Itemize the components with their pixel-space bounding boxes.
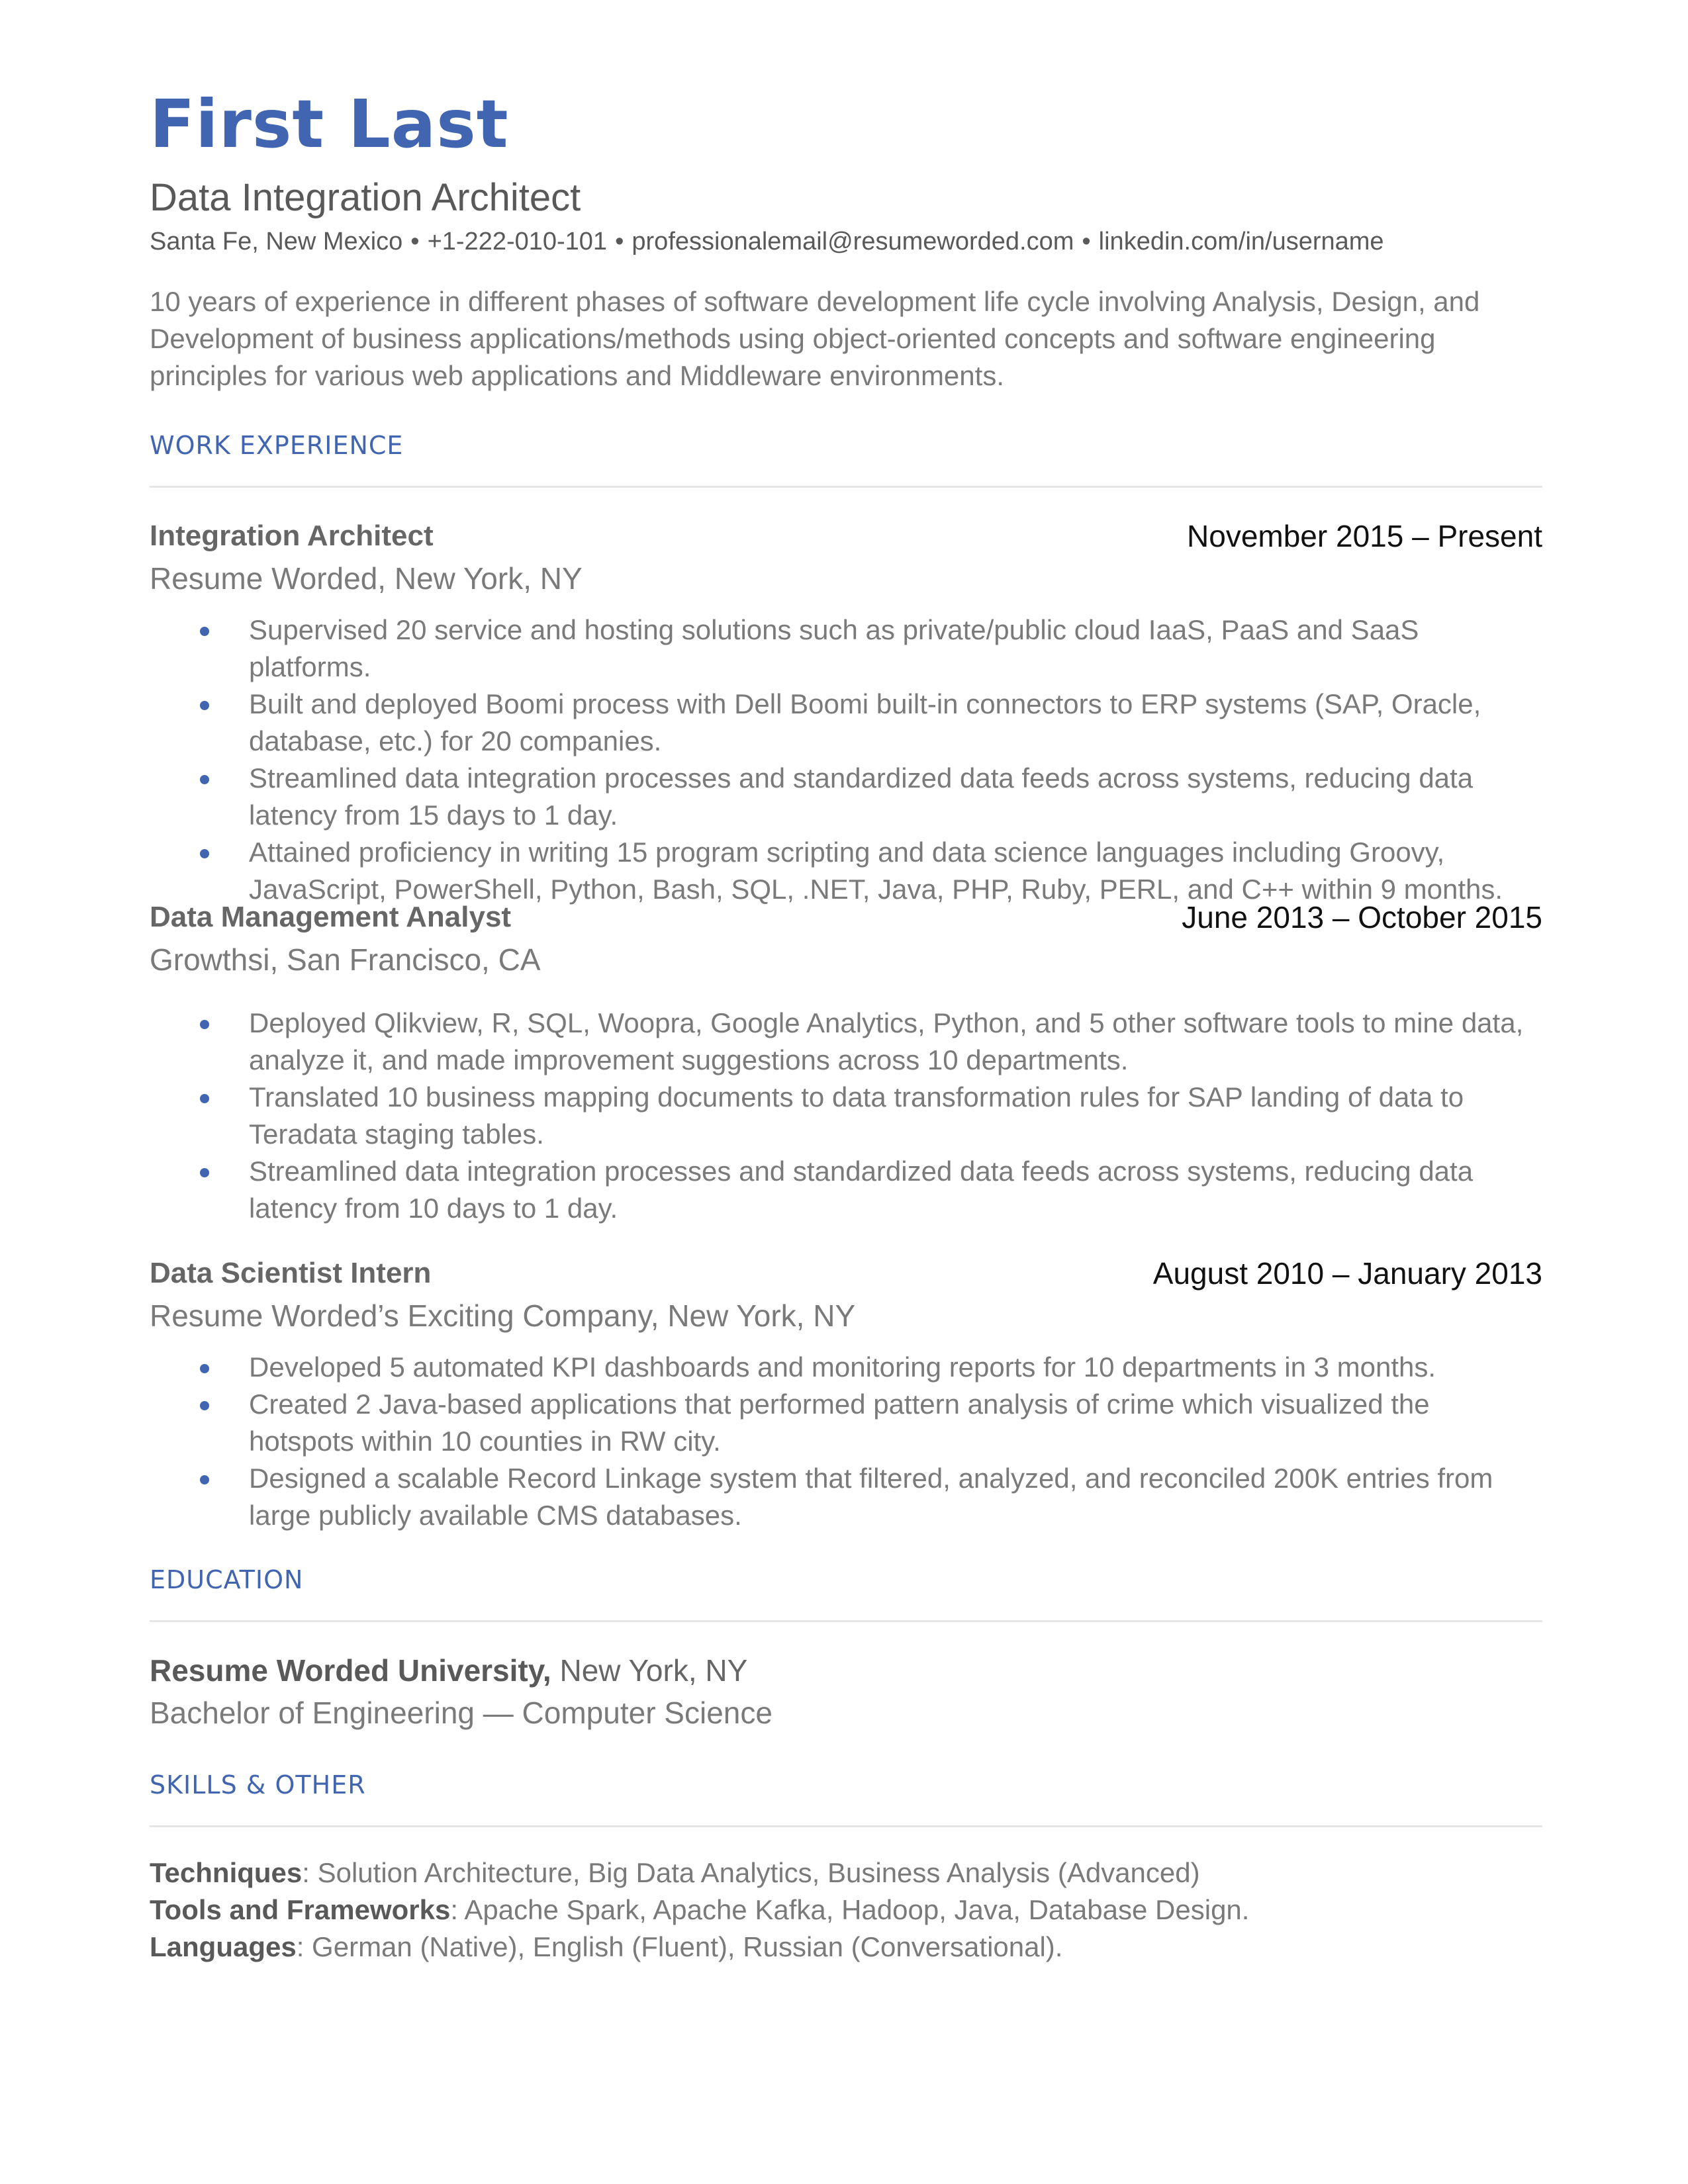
contact-linkedin[interactable]: linkedin.com/in/username bbox=[1098, 228, 1384, 255]
bullet-icon bbox=[200, 1094, 209, 1103]
job-role: Data Management Analyst bbox=[150, 901, 512, 933]
bullet-icon bbox=[200, 627, 209, 636]
bullet-item bbox=[150, 1386, 1542, 1460]
bullet-icon bbox=[200, 1020, 209, 1029]
bullet-item bbox=[150, 1153, 1542, 1227]
bullet-text: Translated 10 business mapping documents to data transformation rules for SAP landing of data to Teradata staging tables. bbox=[249, 1081, 1464, 1150]
separator-dot: • bbox=[615, 228, 624, 255]
bullet-text: Designed a scalable Record Linkage system that filtered, analyzed, and reconciled 200K entries from large publicly available CMS databases. bbox=[249, 1463, 1493, 1531]
bullet-item bbox=[150, 686, 1542, 760]
job-bullets bbox=[150, 612, 1542, 908]
section-heading-work: WORK EXPERIENCE bbox=[150, 431, 404, 460]
skill-label: Languages bbox=[150, 1931, 297, 1962]
job-dates: June 2013 – October 2015 bbox=[1182, 900, 1542, 934]
job-title: Data Integration Architect bbox=[150, 176, 581, 219]
skill-value: : Solution Architecture, Big Data Analytics, Business Analysis (Advanced) bbox=[302, 1857, 1200, 1888]
contact-email[interactable]: professionalemail@resumeworded.com bbox=[632, 228, 1074, 255]
job-header bbox=[150, 899, 1542, 936]
contact-location: Santa Fe, New Mexico bbox=[150, 228, 403, 255]
skill-row bbox=[150, 1929, 1062, 1966]
skill-row bbox=[150, 1854, 1200, 1891]
job-dates: August 2010 – January 2013 bbox=[1152, 1256, 1542, 1291]
section-heading-education: EDUCATION bbox=[150, 1565, 304, 1594]
candidate-name: First Last bbox=[150, 85, 509, 163]
skill-row bbox=[150, 1891, 1249, 1929]
bullet-item bbox=[150, 1005, 1542, 1079]
bullet-text: Built and deployed Boomi process with Dell Boomi built-in connectors to ERP systems (SAP, Oracle, database, etc.) for 20 companies. bbox=[249, 688, 1481, 756]
section-divider bbox=[150, 1825, 1542, 1827]
bullet-icon bbox=[200, 1401, 209, 1410]
job-role: Integration Architect bbox=[150, 520, 434, 552]
bullet-text: Created 2 Java-based applications that performed pattern analysis of crime which visualized the hotspots within 10 counties in RW city. bbox=[249, 1388, 1430, 1457]
contact-line bbox=[150, 226, 1384, 257]
bullet-icon bbox=[200, 701, 209, 710]
bullet-icon bbox=[200, 1168, 209, 1177]
bullet-icon bbox=[200, 849, 209, 858]
bullet-icon bbox=[200, 1364, 209, 1373]
bullet-item bbox=[150, 612, 1542, 686]
skill-label: Tools and Frameworks bbox=[150, 1894, 451, 1925]
skill-value: : Apache Spark, Apache Kafka, Hadoop, Java, Database Design. bbox=[450, 1894, 1250, 1925]
section-divider bbox=[150, 1620, 1542, 1622]
school-location: New York, NY bbox=[559, 1653, 748, 1688]
summary: 10 years of experience in different phases of software development life cycle involving Analysis, Design, and Development of business applications/methods using object-oriented concepts and software engineering principles for various web applications and Middleware environments. bbox=[150, 286, 1480, 391]
bullet-text: Streamlined data integration processes and standardized data feeds across systems, reducing data latency from 10 days to 1 day. bbox=[249, 1156, 1474, 1224]
section-divider bbox=[150, 486, 1542, 488]
bullet-item bbox=[150, 834, 1542, 908]
job-bullets bbox=[150, 1005, 1542, 1227]
bullet-text: Developed 5 automated KPI dashboards and monitoring reports for 10 departments in 3 months. bbox=[249, 1351, 1436, 1383]
contact-phone[interactable]: +1-222-010-101 bbox=[427, 228, 608, 255]
skill-label: Techniques bbox=[150, 1857, 303, 1888]
job-company: Resume Worded, New York, NY bbox=[150, 561, 583, 596]
section-heading-skills: SKILLS & OTHER bbox=[150, 1770, 366, 1799]
bullet-text: Deployed Qlikview, R, SQL, Woopra, Google Analytics, Python, and 5 other software tools to mine data, analyze it, and made improvement suggestions across 10 departments. bbox=[249, 1007, 1524, 1075]
bullet-text: Streamlined data integration processes and standardized data feeds across systems, reducing data latency from 15 days to 1 day. bbox=[249, 762, 1474, 831]
job-company: Resume Worded’s Exciting Company, New York, NY bbox=[150, 1298, 856, 1333]
job-dates: November 2015 – Present bbox=[1187, 519, 1542, 553]
job-bullets bbox=[150, 1349, 1542, 1534]
job-company: Growthsi, San Francisco, CA bbox=[150, 942, 541, 977]
bullet-icon bbox=[200, 775, 209, 784]
bullet-text: Attained proficiency in writing 15 program scripting and data science languages including Groovy, JavaScript, PowerShell, Python, Bash, SQL, .NET, Java, PHP, Ruby, PERL, and C++ within 9 months. bbox=[249, 837, 1503, 905]
school-name: Resume Worded University, bbox=[150, 1653, 551, 1688]
bullet-icon bbox=[200, 1475, 209, 1484]
bullet-item bbox=[150, 1349, 1542, 1386]
bullet-item bbox=[150, 1079, 1542, 1153]
education-degree: Bachelor of Engineering — Computer Science bbox=[150, 1696, 773, 1730]
separator-dot: • bbox=[410, 228, 420, 255]
bullet-text: Supervised 20 service and hosting solutions such as private/public cloud IaaS, PaaS and SaaS platforms. bbox=[249, 614, 1419, 682]
bullet-item bbox=[150, 760, 1542, 834]
job-header bbox=[150, 1255, 1542, 1292]
job-role: Data Scientist Intern bbox=[150, 1257, 432, 1289]
bullet-item bbox=[150, 1460, 1542, 1534]
education-school-line bbox=[150, 1652, 747, 1689]
skill-value: : German (Native), English (Fluent), Russian (Conversational). bbox=[296, 1931, 1063, 1962]
separator-dot: • bbox=[1082, 228, 1091, 255]
job-header bbox=[150, 518, 1542, 555]
